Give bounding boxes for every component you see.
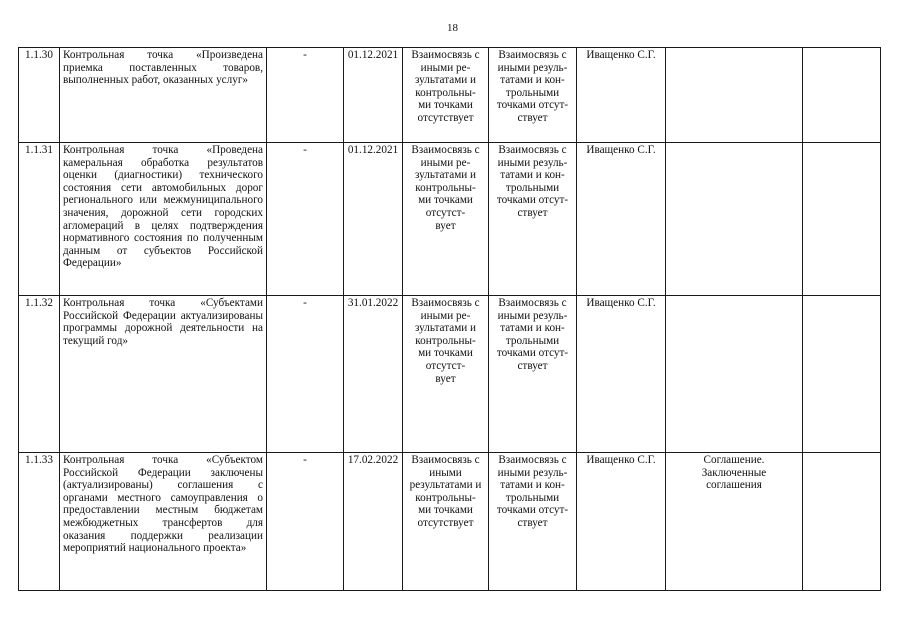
table-row xyxy=(19,296,881,453)
row-extra xyxy=(803,48,881,143)
row-documents: Соглашение. Заключенные соглашения xyxy=(701,454,767,492)
row-description: Контрольная точка «Субъектами Российской Федерации актуализированы программы дорожной деятельности на текущий год» xyxy=(60,296,267,453)
row-relation-points: Взаимосвязь с иными резуль- татами и кон- трольными точками отсут- ствует xyxy=(496,297,569,372)
row-date: 01.12.2021 xyxy=(344,143,403,296)
row-responsible: Иващенко С.Г. xyxy=(577,48,666,143)
row-responsible: Иващенко С.Г. xyxy=(577,296,666,453)
table-row xyxy=(19,453,881,591)
control-points-table xyxy=(18,47,881,591)
table-row xyxy=(19,143,881,296)
row-responsible: Иващенко С.Г. xyxy=(577,453,666,591)
row-dash: - xyxy=(267,48,344,143)
row-responsible: Иващенко С.Г. xyxy=(577,143,666,296)
row-extra xyxy=(803,143,881,296)
row-date: 17.02.2022 xyxy=(344,453,403,591)
row-relation-points: Взаимосвязь с иными резуль- татами и кон- трольными точками отсут- ствует xyxy=(496,49,569,124)
row-number: 1.1.33 xyxy=(19,453,60,591)
row-relation-results: Взаимосвязь с иными результатами и контрольны- ми точками отсутствует xyxy=(409,454,482,529)
row-description: Контрольная точка «Произведена приемка поставленных товаров, выполненных работ, оказанных услуг» xyxy=(60,48,267,143)
table-row xyxy=(19,48,881,143)
row-relation-results: Взаимосвязь с иными ре- зультатами и контрольны- ми точками отсутст- вует xyxy=(411,144,480,232)
row-number: 1.1.32 xyxy=(19,296,60,453)
row-number: 1.1.30 xyxy=(19,48,60,143)
row-number: 1.1.31 xyxy=(19,143,60,296)
row-description: Контрольная точка «Проведена камеральная обработка результатов оценки (диагностики) технического состояния сети автомобильных дорог регионального или межмуниципального значения, дорожной сети городских агломераций в целях подтверждения нормативного состояния по полученным данным от субъектов Российской Федерации» xyxy=(60,143,267,296)
row-dash: - xyxy=(267,453,344,591)
row-dash: - xyxy=(267,296,344,453)
row-description: Контрольная точка «Субъектом Российской Федерации заключены (актуализированы) соглашения с органами местного самоуправления о предоставлении местным бюджетам межбюджетных трансфертов для оказания поддержки реализации мероприятий национального проекта» xyxy=(60,453,267,591)
row-date: 31.01.2022 xyxy=(344,296,403,453)
row-dash: - xyxy=(267,143,344,296)
row-relation-results: Взаимосвязь с иными ре- зультатами и контрольны- ми точками отсутствует xyxy=(411,49,480,124)
row-relation-results: Взаимосвязь с иными ре- зультатами и контрольны- ми точками отсутст- вует xyxy=(411,297,480,385)
page-number: 18 xyxy=(447,22,458,34)
row-date: 01.12.2021 xyxy=(344,48,403,143)
row-extra xyxy=(803,296,881,453)
row-extra xyxy=(803,453,881,591)
row-relation-points: Взаимосвязь с иными резуль- татами и кон- трольными точками отсут- ствует xyxy=(496,144,569,219)
row-relation-points: Взаимосвязь с иными резуль- татами и кон- трольными точками отсут- ствует xyxy=(496,454,569,529)
